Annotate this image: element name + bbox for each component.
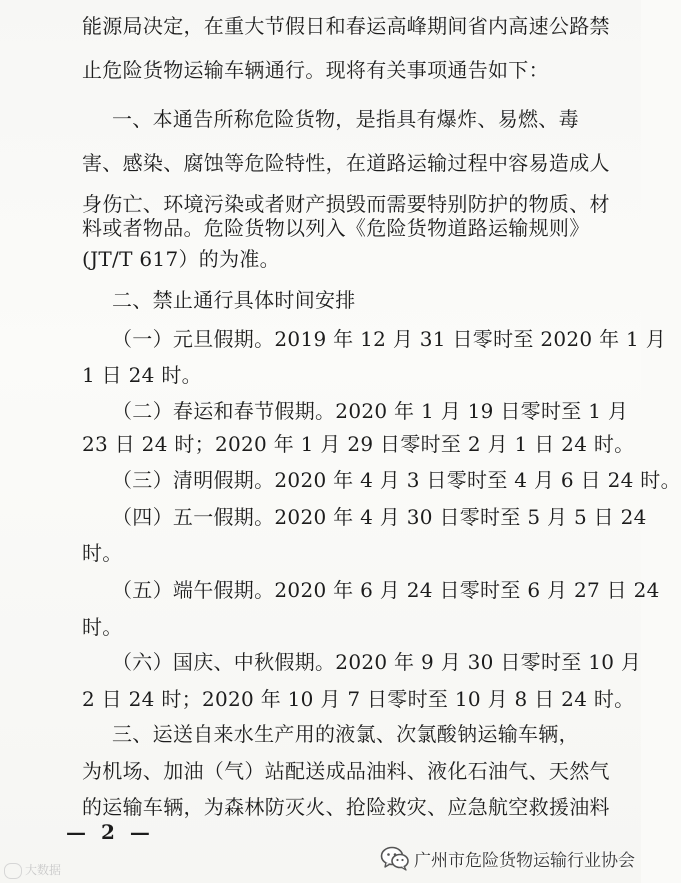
text-line-18: （六）国庆、中秋假期。2020 年 9 月 30 日零时至 10 月 — [112, 650, 642, 674]
text-line-14: （四）五一假期。2020 年 4 月 30 日零时至 5 月 5 日 24 — [112, 505, 647, 529]
text-line-4: 害、感染、腐蚀等危险特性，在道路运输过程中容易造成人 — [82, 151, 610, 175]
wechat-icon — [380, 845, 410, 871]
text-line-3: 一、本通告所称危险货物，是指具有爆炸、易燃、毒 — [112, 107, 579, 131]
page-number: — 2 — — [66, 820, 154, 844]
wechat-account-badge[interactable] — [380, 842, 638, 874]
text-line-7: (JT/T 617）的为准。 — [82, 247, 280, 271]
text-line-22: 的运输车辆，为森林防灭火、抢险救灾、应急航空救援油料 — [82, 795, 610, 819]
text-line-17: 时。 — [82, 615, 123, 639]
text-line-13: （三）清明假期。2020 年 4 月 3 日零时至 4 月 6 日 24 时。 — [112, 468, 681, 492]
text-line-9: （一）元旦假期。2019 年 12 月 31 日零时至 2020 年 1 月 — [112, 327, 667, 351]
section-heading-2: 二、禁止通行具体时间安排 — [112, 288, 356, 312]
wechat-account-name: 广州市危险货物运输行业协会 — [414, 851, 635, 871]
text-line-21: 为机场、加油（气）站配送成品油料、液化石油气、天然气 — [82, 759, 610, 783]
text-line-1: 能源局决定，在重大节假日和春运高峰期间省内高速公路禁 — [82, 14, 610, 38]
text-line-11: （二）春运和春节假期。2020 年 1 月 19 日零时至 1 月 — [112, 399, 629, 423]
text-line-10: 1 日 24 时。 — [82, 363, 202, 387]
watermark-text: 大数据 — [25, 863, 62, 877]
text-line-19: 2 日 24 时；2020 年 10 月 7 日零时至 10 月 8 日 24 时。 — [82, 687, 635, 711]
text-line-12: 23 日 24 时；2020 年 1 月 29 日零时至 2 月 1 日 24 时。 — [82, 432, 635, 456]
watermark — [4, 861, 61, 879]
text-line-5: 身伤亡、环境污染或者财产损毁而需要特别防护的物质、材 — [82, 192, 610, 216]
text-line-2: 止危险货物运输车辆通行。现将有关事项通告如下： — [82, 58, 549, 82]
section-heading-3: 三、运送自来水生产用的液氯、次氯酸钠运输车辆， — [112, 722, 579, 746]
text-line-16: （五）端午假期。2020 年 6 月 24 日零时至 6 月 27 日 24 — [112, 578, 660, 602]
watermark-mark-icon — [4, 863, 22, 879]
text-line-15: 时。 — [82, 541, 123, 565]
text-line-6: 料或者物品。危险货物以列入《危险货物道路运输规则》 — [82, 216, 590, 240]
